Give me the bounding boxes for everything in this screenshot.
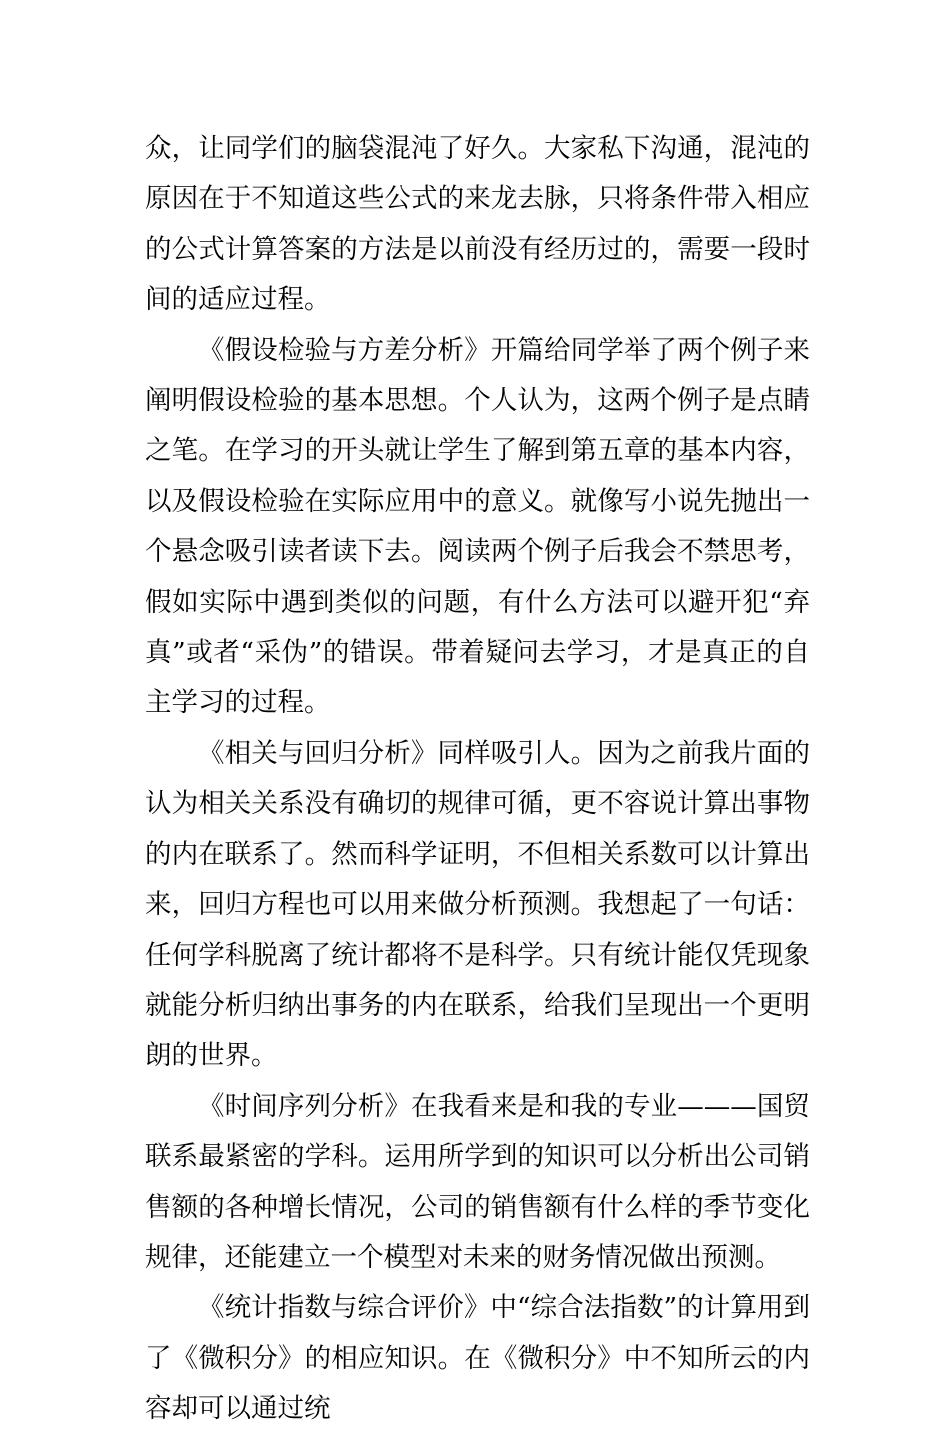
paragraph-correlation-regression: 《相关与回归分析》同样吸引人。因为之前我片面的认为相关关系没有确切的规律可循，更不容说计算出事物的内在联系了。然而科学证明，不但相关系数可以计算出来，回归方程也可以用来做分析预测。我想起了一句话：任何学科脱离了统计都将不是科学。只有统计能仅凭现象就能分析归纳出事务的内在联系，给我们呈现出一个更明朗的世界。 xyxy=(145,737,810,1072)
document-page xyxy=(145,124,810,1435)
paragraph-hypothesis-testing: 《假设检验与方差分析》开篇给同学举了两个例子来阐明假设检验的基本思想。个人认为，这两个例子是点睛之笔。在学习的开头就让学生了解到第五章的基本内容，以及假设检验在实际应用中的意义。就像写小说先抛出一个悬念吸引读者读下去。阅读两个例子后我会不禁思考，假如实际中遇到类似的问题，有什么方法可以避开犯“弃真”或者“采伪”的错误。带着疑问去学习，才是真正的自主学习的过程。 xyxy=(145,334,810,719)
paragraph-time-series: 《时间序列分析》在我看来是和我的专业———国贸联系最紧密的学科。运用所学到的知识可以分析出公司销售额的各种增长情况，公司的销售额有什么样的季节变化规律，还能建立一个模型对未来的财务情况做出预测。 xyxy=(145,1090,810,1273)
paragraph-statistical-index: 《统计指数与综合评价》中“综合法指数”的计算用到了《微积分》的相应知识。在《微积分》中不知所云的内容却可以通过统 xyxy=(145,1292,810,1425)
paragraph-continuation: 众，让同学们的脑袋混沌了好久。大家私下沟通，混沌的原因在于不知道这些公式的来龙去脉，只将条件带入相应的公式计算答案的方法是以前没有经历过的，需要一段时间的适应过程。 xyxy=(145,133,810,316)
